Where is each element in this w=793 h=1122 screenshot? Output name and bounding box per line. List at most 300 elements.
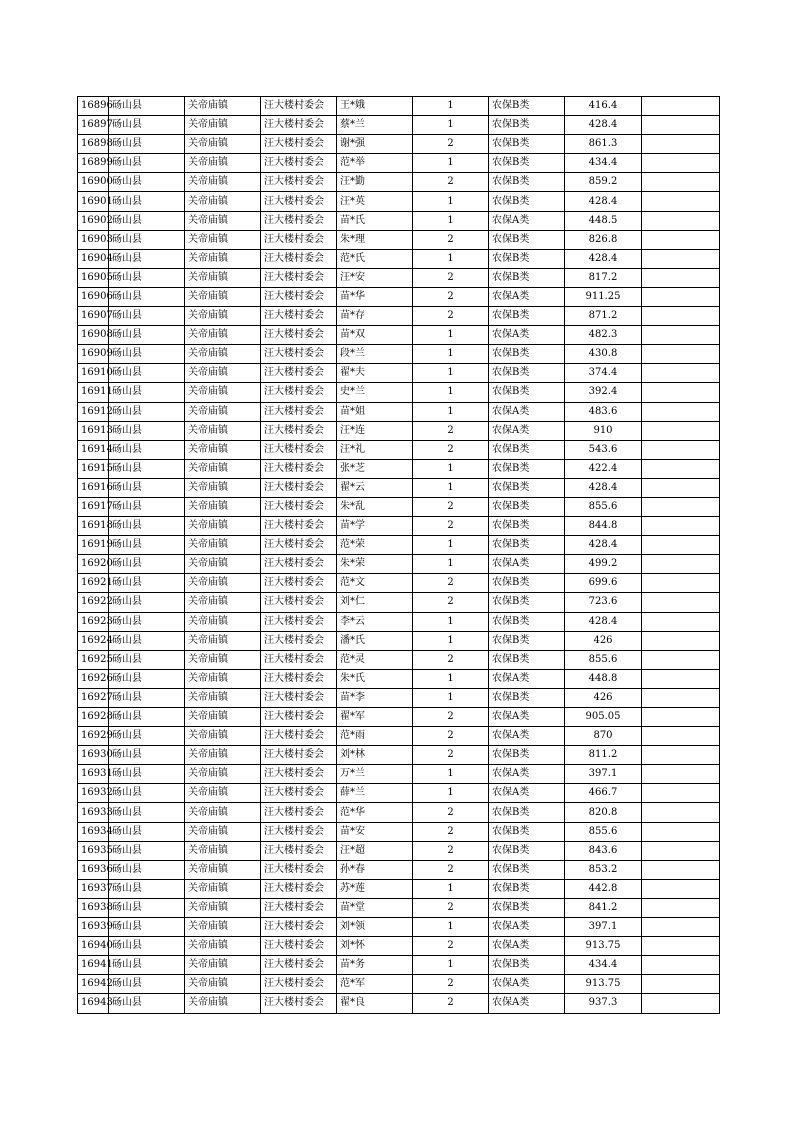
village-committee-cell: 汪大楼村委会 <box>261 650 337 669</box>
household-count-cell: 2 <box>413 173 489 192</box>
category-cell: 农保A类 <box>489 287 565 306</box>
remark-cell <box>642 364 720 383</box>
town-cell: 关帝庙镇 <box>185 249 261 268</box>
category-cell: 农保B类 <box>489 307 565 326</box>
table-row <box>78 669 720 688</box>
row-id-cell: 16942 <box>78 975 109 994</box>
remark-cell <box>642 956 720 975</box>
amount-cell: 482.3 <box>565 326 642 345</box>
table-row <box>78 440 720 459</box>
remark-cell <box>642 937 720 956</box>
household-count-cell: 2 <box>413 708 489 727</box>
row-id-cell: 16927 <box>78 688 109 707</box>
name-cell: 朱*荣 <box>337 555 413 574</box>
category-cell: 农保B类 <box>489 135 565 154</box>
name-cell: 刘*怀 <box>337 937 413 956</box>
table-row <box>78 746 720 765</box>
town-cell: 关帝庙镇 <box>185 268 261 287</box>
category-cell: 农保B类 <box>489 440 565 459</box>
village-committee-cell: 汪大楼村委会 <box>261 879 337 898</box>
name-cell: 蔡*兰 <box>337 116 413 135</box>
town-cell: 关帝庙镇 <box>185 135 261 154</box>
name-cell: 范*荣 <box>337 536 413 555</box>
name-cell: 汪*礼 <box>337 440 413 459</box>
town-cell: 关帝庙镇 <box>185 307 261 326</box>
remark-cell <box>642 459 720 478</box>
village-committee-cell: 汪大楼村委会 <box>261 287 337 306</box>
table-row <box>78 841 720 860</box>
category-cell: 农保A类 <box>489 326 565 345</box>
category-cell: 农保B类 <box>489 956 565 975</box>
category-cell: 农保A类 <box>489 669 565 688</box>
remark-cell <box>642 555 720 574</box>
table-row <box>78 383 720 402</box>
amount-cell: 870 <box>565 727 642 746</box>
category-cell: 农保B类 <box>489 459 565 478</box>
amount-cell: 855.6 <box>565 822 642 841</box>
table-row <box>78 765 720 784</box>
village-committee-cell: 汪大楼村委会 <box>261 956 337 975</box>
household-count-cell: 2 <box>413 975 489 994</box>
amount-cell: 911.25 <box>565 287 642 306</box>
category-cell: 农保B类 <box>489 822 565 841</box>
county-cell: 砀山县 <box>109 937 185 956</box>
town-cell: 关帝庙镇 <box>185 650 261 669</box>
county-cell: 砀山县 <box>109 440 185 459</box>
row-id-cell: 16925 <box>78 650 109 669</box>
household-count-cell: 1 <box>413 688 489 707</box>
county-cell: 砀山县 <box>109 822 185 841</box>
household-count-cell: 2 <box>413 517 489 536</box>
village-committee-cell: 汪大楼村委会 <box>261 383 337 402</box>
household-count-cell: 1 <box>413 879 489 898</box>
town-cell: 关帝庙镇 <box>185 784 261 803</box>
village-committee-cell: 汪大楼村委会 <box>261 708 337 727</box>
row-id-cell: 16938 <box>78 898 109 917</box>
county-cell: 砀山县 <box>109 803 185 822</box>
amount-cell: 855.6 <box>565 497 642 516</box>
table-row <box>78 287 720 306</box>
county-cell: 砀山县 <box>109 688 185 707</box>
remark-cell <box>642 154 720 173</box>
town-cell: 关帝庙镇 <box>185 192 261 211</box>
name-cell: 刘*仁 <box>337 593 413 612</box>
county-cell: 砀山县 <box>109 364 185 383</box>
row-id-cell: 16932 <box>78 784 109 803</box>
household-count-cell: 1 <box>413 478 489 497</box>
village-committee-cell: 汪大楼村委会 <box>261 593 337 612</box>
village-committee-cell: 汪大楼村委会 <box>261 230 337 249</box>
household-count-cell: 1 <box>413 612 489 631</box>
household-count-cell: 1 <box>413 249 489 268</box>
household-count-cell: 2 <box>413 727 489 746</box>
amount-cell: 861.3 <box>565 135 642 154</box>
amount-cell: 910 <box>565 421 642 440</box>
household-count-cell: 1 <box>413 211 489 230</box>
county-cell: 砀山县 <box>109 249 185 268</box>
amount-cell: 905.05 <box>565 708 642 727</box>
table-row <box>78 249 720 268</box>
category-cell: 农保B类 <box>489 97 565 116</box>
amount-cell: 392.4 <box>565 383 642 402</box>
row-id-cell: 16912 <box>78 402 109 421</box>
category-cell: 农保B类 <box>489 803 565 822</box>
row-id-cell: 16917 <box>78 497 109 516</box>
county-cell: 砀山县 <box>109 708 185 727</box>
town-cell: 关帝庙镇 <box>185 727 261 746</box>
village-committee-cell: 汪大楼村委会 <box>261 364 337 383</box>
amount-cell: 428.4 <box>565 536 642 555</box>
name-cell: 苗*安 <box>337 822 413 841</box>
amount-cell: 913.75 <box>565 975 642 994</box>
table-row <box>78 459 720 478</box>
name-cell: 万*兰 <box>337 765 413 784</box>
beneficiary-table <box>77 96 720 1014</box>
town-cell: 关帝庙镇 <box>185 803 261 822</box>
town-cell: 关帝庙镇 <box>185 574 261 593</box>
remark-cell <box>642 421 720 440</box>
town-cell: 关帝庙镇 <box>185 975 261 994</box>
county-cell: 砀山县 <box>109 517 185 536</box>
county-cell: 砀山县 <box>109 975 185 994</box>
name-cell: 苗*华 <box>337 287 413 306</box>
category-cell: 农保B类 <box>489 249 565 268</box>
category-cell: 农保A类 <box>489 994 565 1013</box>
table-row <box>78 211 720 230</box>
county-cell: 砀山县 <box>109 345 185 364</box>
amount-cell: 855.6 <box>565 650 642 669</box>
household-count-cell: 2 <box>413 287 489 306</box>
name-cell: 史*兰 <box>337 383 413 402</box>
remark-cell <box>642 918 720 937</box>
category-cell: 农保B类 <box>489 383 565 402</box>
village-committee-cell: 汪大楼村委会 <box>261 746 337 765</box>
remark-cell <box>642 650 720 669</box>
village-committee-cell: 汪大楼村委会 <box>261 421 337 440</box>
remark-cell <box>642 746 720 765</box>
town-cell: 关帝庙镇 <box>185 383 261 402</box>
name-cell: 朱*氏 <box>337 669 413 688</box>
name-cell: 苗*姐 <box>337 402 413 421</box>
amount-cell: 543.6 <box>565 440 642 459</box>
category-cell: 农保B类 <box>489 593 565 612</box>
amount-cell: 826.8 <box>565 230 642 249</box>
amount-cell: 448.5 <box>565 211 642 230</box>
table-row <box>78 688 720 707</box>
remark-cell <box>642 326 720 345</box>
category-cell: 农保A类 <box>489 211 565 230</box>
name-cell: 刘*林 <box>337 746 413 765</box>
village-committee-cell: 汪大楼村委会 <box>261 631 337 650</box>
amount-cell: 859.2 <box>565 173 642 192</box>
village-committee-cell: 汪大楼村委会 <box>261 841 337 860</box>
category-cell: 农保A类 <box>489 727 565 746</box>
name-cell: 段*兰 <box>337 345 413 364</box>
village-committee-cell: 汪大楼村委会 <box>261 326 337 345</box>
county-cell: 砀山县 <box>109 326 185 345</box>
amount-cell: 397.1 <box>565 918 642 937</box>
table-row <box>78 937 720 956</box>
remark-cell <box>642 994 720 1013</box>
county-cell: 砀山县 <box>109 650 185 669</box>
row-id-cell: 16915 <box>78 459 109 478</box>
county-cell: 砀山县 <box>109 841 185 860</box>
row-id-cell: 16911 <box>78 383 109 402</box>
amount-cell: 853.2 <box>565 860 642 879</box>
remark-cell <box>642 440 720 459</box>
county-cell: 砀山县 <box>109 727 185 746</box>
amount-cell: 871.2 <box>565 307 642 326</box>
amount-cell: 466.7 <box>565 784 642 803</box>
table-row <box>78 230 720 249</box>
household-count-cell: 1 <box>413 555 489 574</box>
village-committee-cell: 汪大楼村委会 <box>261 784 337 803</box>
village-committee-cell: 汪大楼村委会 <box>261 555 337 574</box>
table-row <box>78 116 720 135</box>
town-cell: 关帝庙镇 <box>185 937 261 956</box>
row-id-cell: 16898 <box>78 135 109 154</box>
town-cell: 关帝庙镇 <box>185 287 261 306</box>
category-cell: 农保A类 <box>489 708 565 727</box>
village-committee-cell: 汪大楼村委会 <box>261 192 337 211</box>
row-id-cell: 16896 <box>78 97 109 116</box>
name-cell: 苗*学 <box>337 517 413 536</box>
town-cell: 关帝庙镇 <box>185 669 261 688</box>
name-cell: 翟*军 <box>337 708 413 727</box>
town-cell: 关帝庙镇 <box>185 898 261 917</box>
town-cell: 关帝庙镇 <box>185 364 261 383</box>
remark-cell <box>642 230 720 249</box>
village-committee-cell: 汪大楼村委会 <box>261 994 337 1013</box>
row-id-cell: 16908 <box>78 326 109 345</box>
name-cell: 范*华 <box>337 803 413 822</box>
household-count-cell: 2 <box>413 307 489 326</box>
town-cell: 关帝庙镇 <box>185 154 261 173</box>
name-cell: 翟*云 <box>337 478 413 497</box>
household-count-cell: 1 <box>413 116 489 135</box>
table-row <box>78 708 720 727</box>
county-cell: 砀山县 <box>109 574 185 593</box>
village-committee-cell: 汪大楼村委会 <box>261 440 337 459</box>
county-cell: 砀山县 <box>109 135 185 154</box>
amount-cell: 820.8 <box>565 803 642 822</box>
county-cell: 砀山县 <box>109 478 185 497</box>
name-cell: 潘*氏 <box>337 631 413 650</box>
row-id-cell: 16929 <box>78 727 109 746</box>
name-cell: 汪*连 <box>337 421 413 440</box>
row-id-cell: 16936 <box>78 860 109 879</box>
category-cell: 农保B类 <box>489 192 565 211</box>
row-id-cell: 16902 <box>78 211 109 230</box>
village-committee-cell: 汪大楼村委会 <box>261 135 337 154</box>
row-id-cell: 16919 <box>78 536 109 555</box>
household-count-cell: 2 <box>413 841 489 860</box>
remark-cell <box>642 612 720 631</box>
row-id-cell: 16940 <box>78 937 109 956</box>
row-id-cell: 16934 <box>78 822 109 841</box>
county-cell: 砀山县 <box>109 421 185 440</box>
remark-cell <box>642 765 720 784</box>
table-row <box>78 918 720 937</box>
household-count-cell: 1 <box>413 364 489 383</box>
table-row <box>78 956 720 975</box>
county-cell: 砀山县 <box>109 536 185 555</box>
town-cell: 关帝庙镇 <box>185 746 261 765</box>
household-count-cell: 2 <box>413 497 489 516</box>
category-cell: 农保B类 <box>489 364 565 383</box>
name-cell: 范*文 <box>337 574 413 593</box>
village-committee-cell: 汪大楼村委会 <box>261 937 337 956</box>
remark-cell <box>642 211 720 230</box>
row-id-cell: 16930 <box>78 746 109 765</box>
town-cell: 关帝庙镇 <box>185 822 261 841</box>
village-committee-cell: 汪大楼村委会 <box>261 669 337 688</box>
household-count-cell: 2 <box>413 803 489 822</box>
household-count-cell: 1 <box>413 631 489 650</box>
category-cell: 农保B类 <box>489 154 565 173</box>
household-count-cell: 1 <box>413 956 489 975</box>
amount-cell: 811.2 <box>565 746 642 765</box>
county-cell: 砀山县 <box>109 784 185 803</box>
table-row <box>78 879 720 898</box>
category-cell: 农保B类 <box>489 650 565 669</box>
remark-cell <box>642 383 720 402</box>
village-committee-cell: 汪大楼村委会 <box>261 975 337 994</box>
remark-cell <box>642 192 720 211</box>
category-cell: 农保B类 <box>489 478 565 497</box>
village-committee-cell: 汪大楼村委会 <box>261 307 337 326</box>
town-cell: 关帝庙镇 <box>185 918 261 937</box>
county-cell: 砀山县 <box>109 555 185 574</box>
village-committee-cell: 汪大楼村委会 <box>261 497 337 516</box>
row-id-cell: 16921 <box>78 574 109 593</box>
town-cell: 关帝庙镇 <box>185 879 261 898</box>
row-id-cell: 16905 <box>78 268 109 287</box>
household-count-cell: 1 <box>413 459 489 478</box>
town-cell: 关帝庙镇 <box>185 421 261 440</box>
name-cell: 范*灵 <box>337 650 413 669</box>
table-row <box>78 421 720 440</box>
county-cell: 砀山县 <box>109 497 185 516</box>
category-cell: 农保B类 <box>489 612 565 631</box>
name-cell: 苗*氏 <box>337 211 413 230</box>
row-id-cell: 16922 <box>78 593 109 612</box>
row-id-cell: 16939 <box>78 918 109 937</box>
remark-cell <box>642 727 720 746</box>
town-cell: 关帝庙镇 <box>185 230 261 249</box>
row-id-cell: 16909 <box>78 345 109 364</box>
household-count-cell: 1 <box>413 918 489 937</box>
village-committee-cell: 汪大楼村委会 <box>261 612 337 631</box>
row-id-cell: 16904 <box>78 249 109 268</box>
household-count-cell: 1 <box>413 97 489 116</box>
row-id-cell: 16901 <box>78 192 109 211</box>
row-id-cell: 16926 <box>78 669 109 688</box>
table-row <box>78 173 720 192</box>
table-row <box>78 555 720 574</box>
name-cell: 李*云 <box>337 612 413 631</box>
county-cell: 砀山县 <box>109 956 185 975</box>
category-cell: 农保B类 <box>489 536 565 555</box>
county-cell: 砀山县 <box>109 669 185 688</box>
household-count-cell: 2 <box>413 440 489 459</box>
household-count-cell: 2 <box>413 994 489 1013</box>
name-cell: 朱*理 <box>337 230 413 249</box>
household-count-cell: 2 <box>413 898 489 917</box>
household-count-cell: 1 <box>413 383 489 402</box>
amount-cell: 426 <box>565 631 642 650</box>
village-committee-cell: 汪大楼村委会 <box>261 154 337 173</box>
town-cell: 关帝庙镇 <box>185 459 261 478</box>
amount-cell: 844.8 <box>565 517 642 536</box>
town-cell: 关帝庙镇 <box>185 478 261 497</box>
town-cell: 关帝庙镇 <box>185 956 261 975</box>
amount-cell: 428.4 <box>565 249 642 268</box>
table-row <box>78 975 720 994</box>
name-cell: 苗*李 <box>337 688 413 707</box>
category-cell: 农保B类 <box>489 746 565 765</box>
household-count-cell: 1 <box>413 669 489 688</box>
row-id-cell: 16933 <box>78 803 109 822</box>
table-row <box>78 517 720 536</box>
category-cell: 农保B类 <box>489 497 565 516</box>
village-committee-cell: 汪大楼村委会 <box>261 116 337 135</box>
row-id-cell: 16923 <box>78 612 109 631</box>
county-cell: 砀山县 <box>109 307 185 326</box>
town-cell: 关帝庙镇 <box>185 497 261 516</box>
household-count-cell: 1 <box>413 192 489 211</box>
village-committee-cell: 汪大楼村委会 <box>261 211 337 230</box>
remark-cell <box>642 478 720 497</box>
household-count-cell: 1 <box>413 345 489 364</box>
amount-cell: 843.6 <box>565 841 642 860</box>
name-cell: 刘*领 <box>337 918 413 937</box>
amount-cell: 448.8 <box>565 669 642 688</box>
town-cell: 关帝庙镇 <box>185 116 261 135</box>
county-cell: 砀山县 <box>109 631 185 650</box>
category-cell: 农保B类 <box>489 879 565 898</box>
village-committee-cell: 汪大楼村委会 <box>261 860 337 879</box>
county-cell: 砀山县 <box>109 612 185 631</box>
remark-cell <box>642 97 720 116</box>
amount-cell: 374.4 <box>565 364 642 383</box>
county-cell: 砀山县 <box>109 116 185 135</box>
village-committee-cell: 汪大楼村委会 <box>261 727 337 746</box>
remark-cell <box>642 345 720 364</box>
county-cell: 砀山县 <box>109 860 185 879</box>
village-committee-cell: 汪大楼村委会 <box>261 918 337 937</box>
household-count-cell: 2 <box>413 574 489 593</box>
table-row <box>78 326 720 345</box>
row-id-cell: 16924 <box>78 631 109 650</box>
town-cell: 关帝庙镇 <box>185 97 261 116</box>
remark-cell <box>642 287 720 306</box>
remark-cell <box>642 975 720 994</box>
amount-cell: 499.2 <box>565 555 642 574</box>
remark-cell <box>642 841 720 860</box>
row-id-cell: 16910 <box>78 364 109 383</box>
town-cell: 关帝庙镇 <box>185 765 261 784</box>
amount-cell: 428.4 <box>565 192 642 211</box>
table-row <box>78 612 720 631</box>
row-id-cell: 16903 <box>78 230 109 249</box>
table-row <box>78 898 720 917</box>
table-row <box>78 97 720 116</box>
town-cell: 关帝庙镇 <box>185 517 261 536</box>
village-committee-cell: 汪大楼村委会 <box>261 803 337 822</box>
category-cell: 农保A类 <box>489 421 565 440</box>
household-count-cell: 1 <box>413 402 489 421</box>
